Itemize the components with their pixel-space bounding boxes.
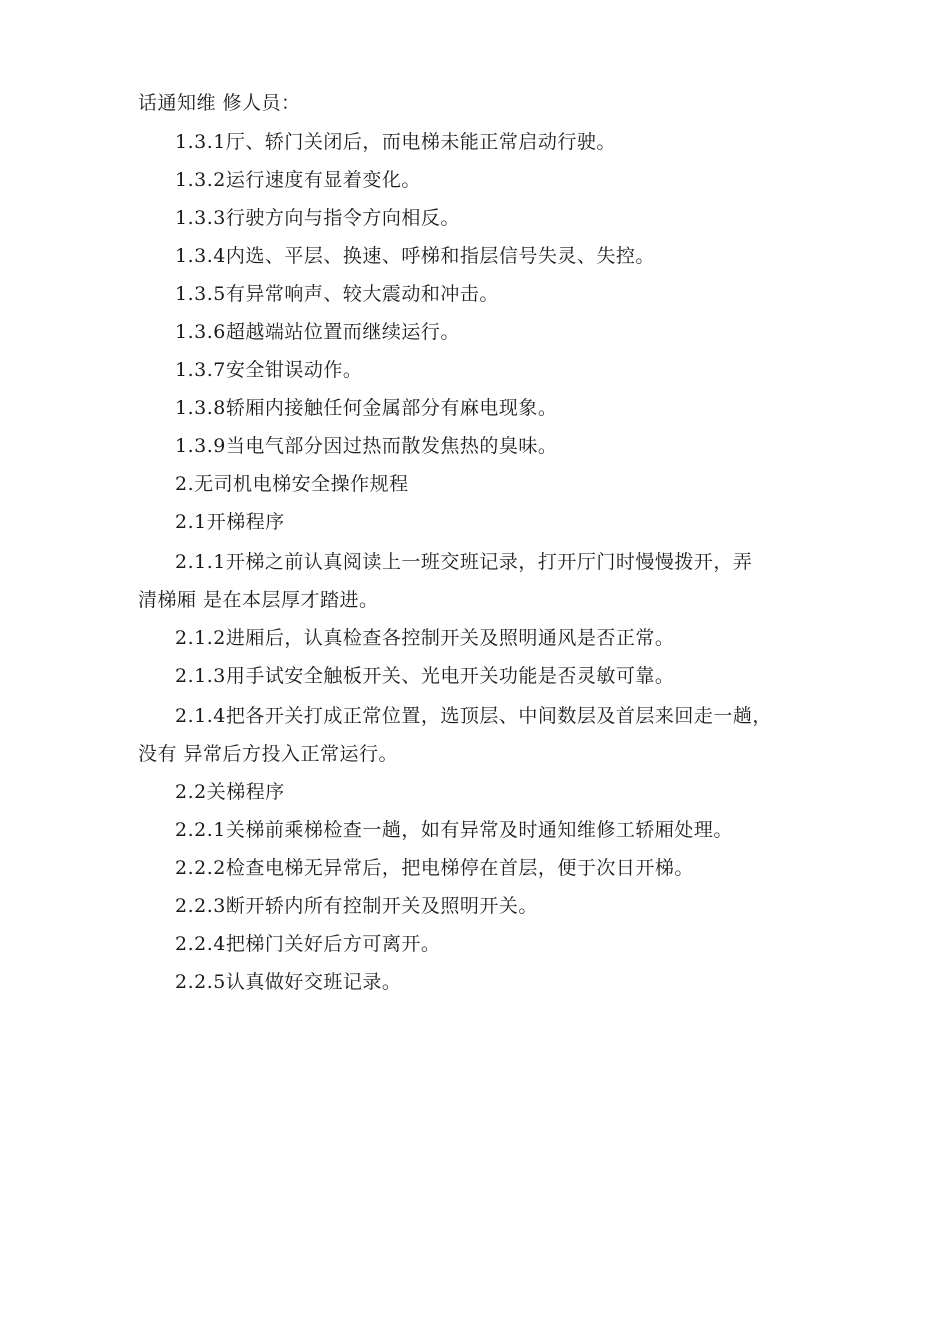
text-line: 2.2.1关梯前乘梯检查一趟，如有异常及时通知维修工轿厢处理。 — [175, 819, 733, 841]
text-line: 2.1.3用手试安全触板开关、光电开关功能是否灵敏可靠。 — [175, 665, 675, 687]
text-line: 1.3.3行驶方向与指令方向相反。 — [175, 207, 460, 229]
text-line: 1.3.6超越端站位置而继续运行。 — [175, 321, 460, 343]
text-line: 1.3.7安全钳误动作。 — [175, 359, 363, 381]
text-line: 2.2.3断开轿内所有控制开关及照明开关。 — [175, 895, 538, 917]
text-line: 1.3.5有异常响声、较大震动和冲击。 — [175, 283, 499, 305]
section-heading: 2.无司机电梯安全操作规程 — [175, 473, 409, 495]
text-line: 2.1.1开梯之前认真阅读上一班交班记录，打开厅门时慢慢拨开，弄 — [175, 551, 753, 573]
text-line: 2.2.5认真做好交班记录。 — [175, 971, 402, 993]
text-line: 话通知维 修人员： — [138, 92, 301, 114]
subsection-heading: 2.1开梯程序 — [175, 511, 285, 533]
text-line: 2.2.2检查电梯无异常后，把电梯停在首层，便于次日开梯。 — [175, 857, 694, 879]
text-line: 1.3.9当电气部分因过热而散发焦热的臭味。 — [175, 435, 558, 457]
text-line: 2.2.4把梯门关好后方可离开。 — [175, 933, 441, 955]
text-line: 清梯厢 是在本层厚才踏进。 — [138, 589, 379, 611]
text-line: 1.3.8轿厢内接触任何金属部分有麻电现象。 — [175, 397, 558, 419]
text-line: 2.1.4把各开关打成正常位置，选顶层、中间数层及首层来回走一趟， — [175, 705, 772, 727]
text-line: 1.3.2运行速度有显着变化。 — [175, 169, 421, 191]
text-line: 2.1.2进厢后，认真检查各控制开关及照明通风是否正常。 — [175, 627, 675, 649]
text-line: 1.3.1厅、轿门关闭后，而电梯未能正常启动行驶。 — [175, 131, 616, 153]
subsection-heading: 2.2关梯程序 — [175, 781, 285, 803]
text-line: 1.3.4内选、平层、换速、呼梯和指层信号失灵、失控。 — [175, 245, 655, 267]
text-line: 没有 异常后方投入正常运行。 — [138, 743, 399, 765]
